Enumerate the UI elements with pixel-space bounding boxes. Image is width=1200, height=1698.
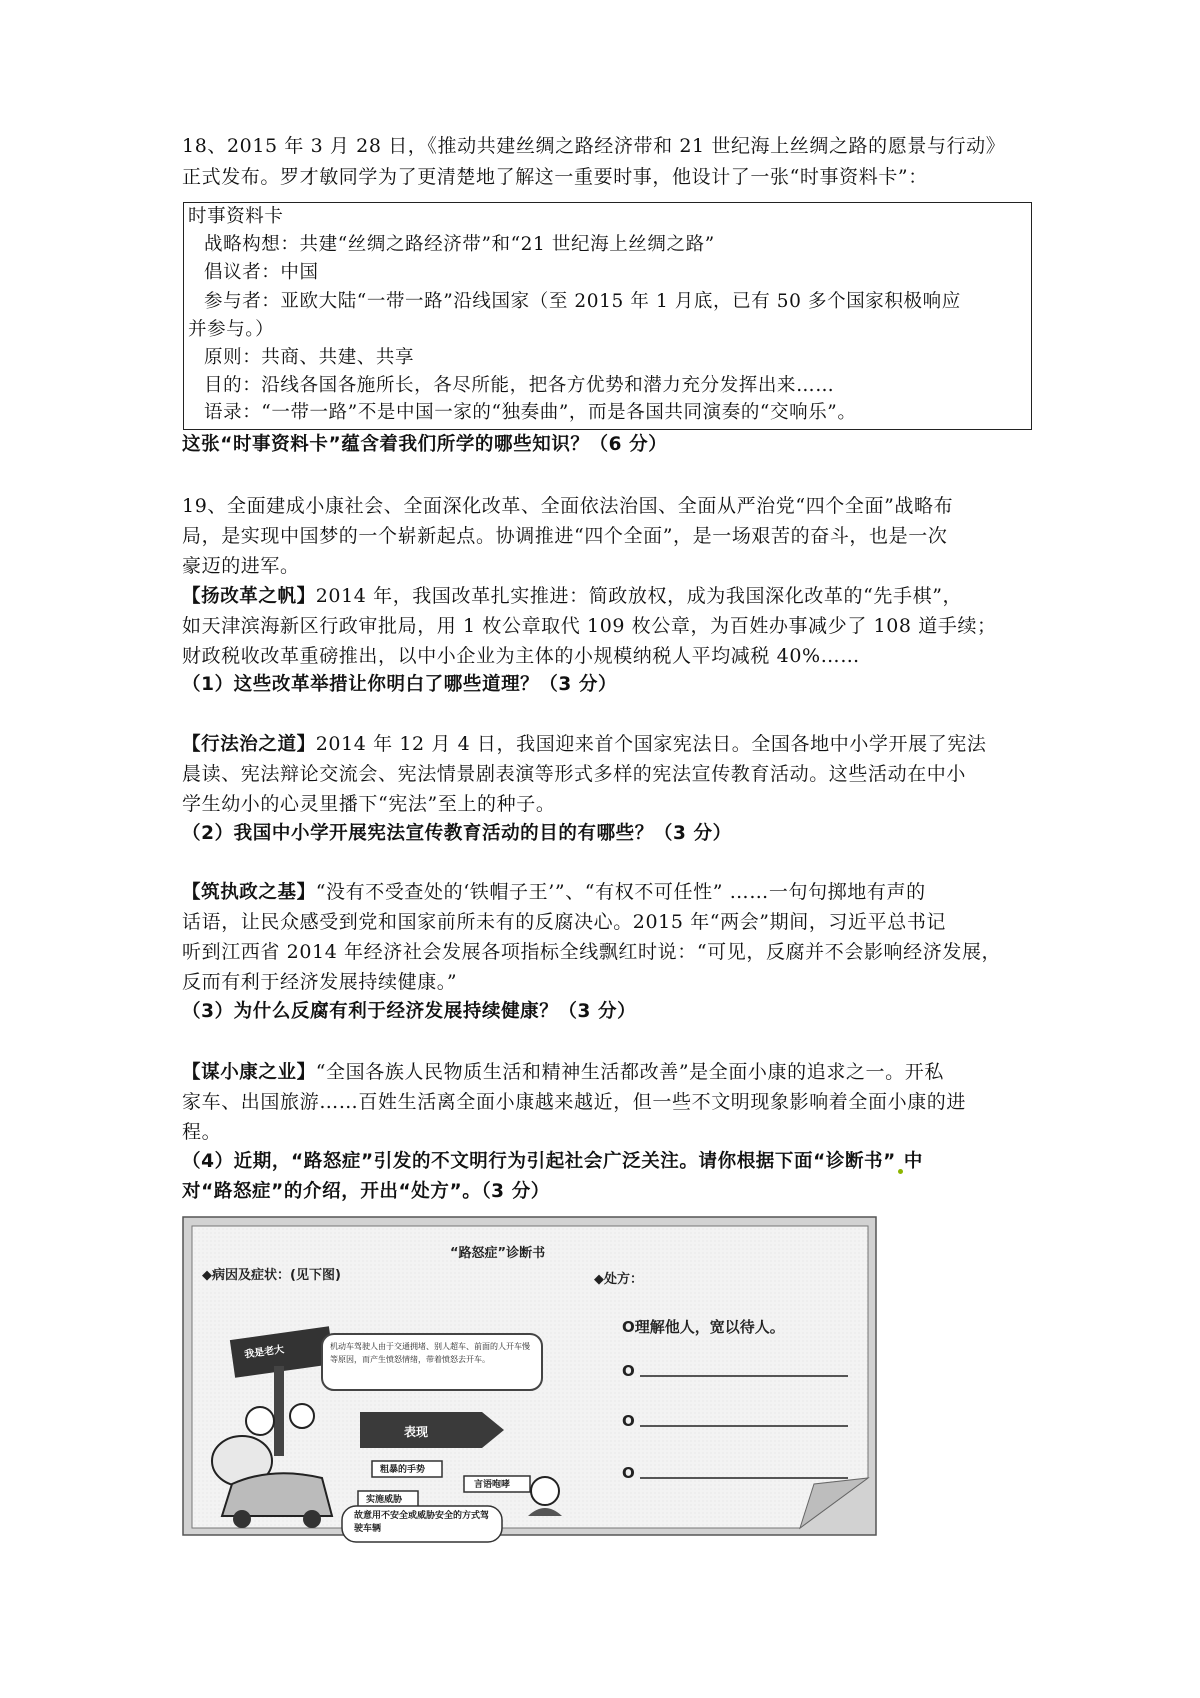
card-participants-1: 参与者：亚欧大陆“一带一路”沿线国家（至 2015 年 1 月底，已有 50 多个国家积极响应 [204,291,961,312]
prescription-blank-3: O [622,1412,635,1430]
cause-label: ◆病因及症状：(见下图) [202,1268,341,1283]
law-text-3: 学生幼小的心灵里播下“宪法”至上的种子。 [182,793,556,815]
q19-intro-1: 19、全面建成小康社会、全面深化改革、全面依法治国、全面从严治党“四个全面”战略布 [182,495,954,517]
green-dot-mark [898,1169,903,1174]
card-purpose: 目的：沿线各国各施所长，各尽所能，把各方优势和潜力充分发挥出来…… [204,375,835,396]
card-title: 时事资料卡 [188,206,284,227]
cause-text: 机动车驾驶人由于交通拥堵、别人超车、前面的人开车慢等原因，而产生愤怒情绪，带着愤怒去开车。 [330,1342,530,1364]
gov-text-1: “没有不受查处的‘铁帽子王’”、“有权不可任性” ……一句句掷地有声的 [315,881,926,903]
q19-sub4-line-2: 对“路怒症”的介绍，开出“处方”。（3 分） [182,1181,550,1202]
q18-line-1: 18、2015 年 3 月 28 日，《推动共建丝绸之路经济带和 21 世纪海上丝绸之路的愿景与行动》 [182,135,1006,157]
prescription-blank-4: O [622,1464,635,1482]
law-text-1: 2014 年 12 月 4 日，我国迎来首个国家宪法日。全国各地中小学开展了宪法 [315,733,987,755]
q19-sub4-text-b: 中 [903,1151,924,1172]
law-heading: 【行法治之道】 [182,734,316,755]
reform-paragraph-1 [182,582,962,611]
road-rage-diagnosis-figure [182,1216,878,1546]
q19-sub4-line-1 [182,1148,923,1176]
current-affairs-card [183,202,1032,430]
gov-heading: 【筑执政之基】 [182,882,316,903]
xk-text-2: 家车、出国旅游……百姓生活离全面小康越来越近，但一些不文明现象影响着全面小康的进 [182,1091,967,1113]
reform-heading: 【扬改革之帆】 [182,586,316,607]
card-quote: 语录：“一带一路”不是中国一家的“独奏曲”，而是各国共同演奏的“交响乐”。 [204,402,857,423]
card-principle: 原则：共商、共建、共享 [204,347,415,368]
symptom-bottom-text: 故意用不安全或威胁安全的方式驾驶车辆 [354,1511,490,1534]
law-paragraph-1 [182,730,987,759]
reform-text-2: 如天津滨海新区行政审批局，用 1 枚公章取代 109 枚公章，为百姓办事减少了 108 道手续； [182,615,997,637]
q19-intro-3: 豪迈的进军。 [182,555,300,577]
symptom-banner: 表现 [404,1425,429,1439]
symptom-2: 言语咆哮 [474,1480,511,1490]
gov-paragraph-1 [182,878,926,907]
prescription-blank-2: O [622,1362,635,1380]
gov-text-4: 反而有利于经济发展持续健康。” [182,971,458,993]
card-participants-2: 并参与。） [188,319,275,340]
xk-paragraph-1 [182,1058,944,1087]
gov-text-2: 话语，让民众感受到党和国家前所未有的反腐决心。2015 年“两会”期间，习近平总书记 [182,911,947,933]
q19-sub4-text-a: （4）近期，“路怒症”引发的不文明行为引起社会广泛关注。请你根据下面“诊断书” [182,1151,896,1172]
xk-heading: 【谋小康之业】 [182,1062,316,1083]
card-strategy: 战略构想：共建“丝绸之路经济带”和“21 世纪海上丝绸之路” [204,234,715,255]
q18-question: 这张“时事资料卡”蕴含着我们所学的哪些知识？（6 分） [182,434,668,455]
prescription-label: ◆处方： [594,1272,643,1287]
diagnosis-title: “路怒症”诊断书 [450,1246,546,1261]
xk-text-1: “全国各族人民物质生活和精神生活都改善”是全面小康的追求之一。开私 [315,1061,944,1083]
q19-sub3: （3）为什么反腐有利于经济发展持续健康？（3 分） [182,1001,637,1022]
gov-text-3: 听到江西省 2014 年经济社会发展各项指标全线飘红时说：“可见，反腐并不会影响经济发展， [182,941,1002,963]
card-initiator: 倡议者：中国 [204,262,319,283]
q18-line-2: 正式发布。罗才敏同学为了更清楚地了解这一重要时事，他设计了一张“时事资料卡”： [182,166,928,188]
sign-text: 我是老大 [243,1344,285,1361]
symptom-3: 实施威胁 [366,1495,403,1505]
q19-sub1: （1）这些改革举措让你明白了哪些道理？（3 分） [182,674,618,695]
prescription-item-1: O理解他人，宽以待人。 [622,1318,785,1336]
law-text-2: 晨读、宪法辩论交流会、宪法情景剧表演等形式多样的宪法宣传教育活动。这些活动在中小 [182,763,967,785]
xk-text-3: 程。 [182,1121,222,1143]
q19-sub2: （2）我国中小学开展宪法宣传教育活动的目的有哪些？（3 分） [182,823,732,844]
q19-intro-2: 局，是实现中国梦的一个崭新起点。协调推进“四个全面”，是一场艰苦的奋斗，也是一次 [182,525,948,547]
reform-text-3: 财政税收改革重磅推出，以中小企业为主体的小规模纳税人平均减税 40%…… [182,645,860,667]
reform-text-1: 2014 年，我国改革扎实推进：简政放权，成为我国深化改革的“先手棋”， [315,585,963,607]
symptom-1: 粗暴的手势 [380,1465,426,1475]
